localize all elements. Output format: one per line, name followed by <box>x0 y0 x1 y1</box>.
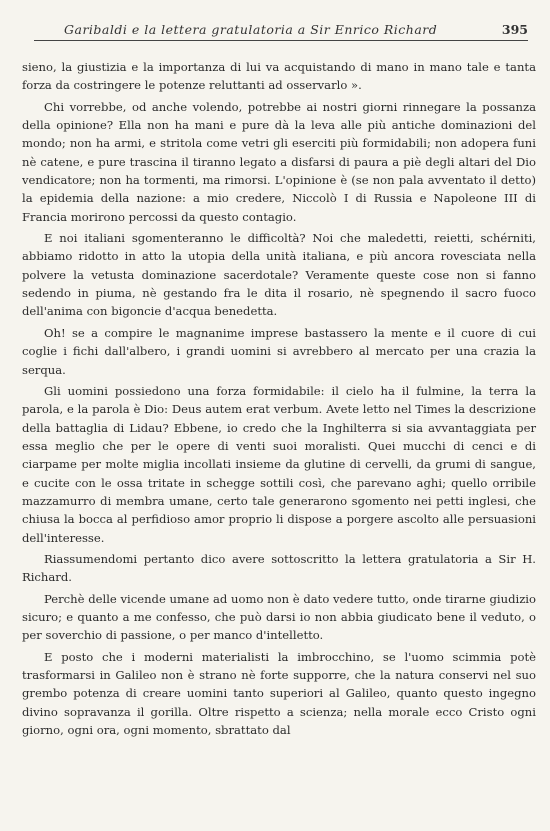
running-title: Garibaldi e la lettera gratulatoria a Sir Enrico Richard <box>64 22 438 37</box>
page-number: 395 <box>501 22 528 37</box>
paragraph-4: Oh! se a compire le magnanime imprese bastassero la mente e il cuore di cui coglie i fichi dall'albero, i grandi uomini si avrebbero al mercato per una crazia la serqua. <box>22 325 536 377</box>
paragraph-5: Gli uomini possiedono una forza formidabile: il cielo ha il fulmine, la terra la parola, e la parola è Dio: Deus autem erat verbum. Avete letto nel Times la descrizione della battaglia di Lidau? Ebbene, io credo che la Inghilterra si sia avvantaggiata per essa meglio che per le opere di venti suoi moralisti. Quei mucchi di cenci e di ciarpame per molte miglia incollati insieme da glutine di cervelli, da grumi di sangue, e cucite con le ossa tritate in schegge sottili così, che parevano aghi; quello orribile mazzamurro di membra umane, certo tale generarono sgomento nei petti inglesi, che chiusa la bocca al perfidioso amor proprio li dispose a porgere ascolto alle persuasioni dell'interesse. <box>22 383 536 545</box>
paragraph-7: Perchè delle vicende umane ad uomo non è dato vedere tutto, onde tirarne giudizio sicuro; e quanto a me confesso, che può darsi io non abbia giudicato bene il veduto, o per soverchio di passione, o per manco d'intelletto. <box>22 591 536 643</box>
paragraph-2: Chi vorrebbe, od anche volendo, potrebbe ai nostri giorni rinnegare la possanza della opinione? Ella non ha mani e pure dà la leva alle più antiche dominazioni del mondo; non ha armi, e stritola come vetri gli eserciti più formidabili; non adopera funi nè catene, e pure trascina il tiranno legato a disfarsi di paura a piè degli altari del Dio vendicatore; non ha tormenti, ma rimorsi. L'opinione è (se non pala avventato il detto) la epidemia della nazione: a mio credere, Niccolò I di Russia e Napoleone III di Francia morirono percossi da questo contagio. <box>22 99 536 224</box>
paragraph-6: Riassumendomi pertanto dico avere sottoscritto la lettera gratulatoria a Sir H. Richard. <box>22 551 536 585</box>
page-body <box>22 58 536 739</box>
running-header <box>34 18 528 41</box>
paragraph-3: E noi italiani sgomenteranno le difficoltà? Noi che maledetti, reietti, schérniti, abbiamo ridotto in atto la utopia della unità italiana, e più ancora rovesciata nella polvere la vetusta dominazione sacerdotale? Veramente queste cose non si fanno sedendo in piuma, nè gestando fra le dita il rosario, nè spegnendo il sacro fuoco dell'anima con bigoncie d'acqua benedetta. <box>22 231 536 319</box>
paragraph-8: E posto che i moderni materialisti la imbrocchino, se l'uomo scimmia potè trasformarsi in Galileo non è strano nè forte supporre, che la natura conservi nel suo grembo potenza di creare uomini tanto superiori al Galileo, quanto questo ingegno divino sopravanza il gorilla. Oltre rispetto a scienza; nella morale ecco Cristo ogni giorno, ogni ora, ogni momento, sbrattato dal <box>22 649 536 738</box>
paragraph-1: sieno, la giustizia e la importanza di lui va acquistando di mano in mano tale e tanta forza da costringere le potenze reluttanti ad osservarlo ». <box>22 60 536 93</box>
